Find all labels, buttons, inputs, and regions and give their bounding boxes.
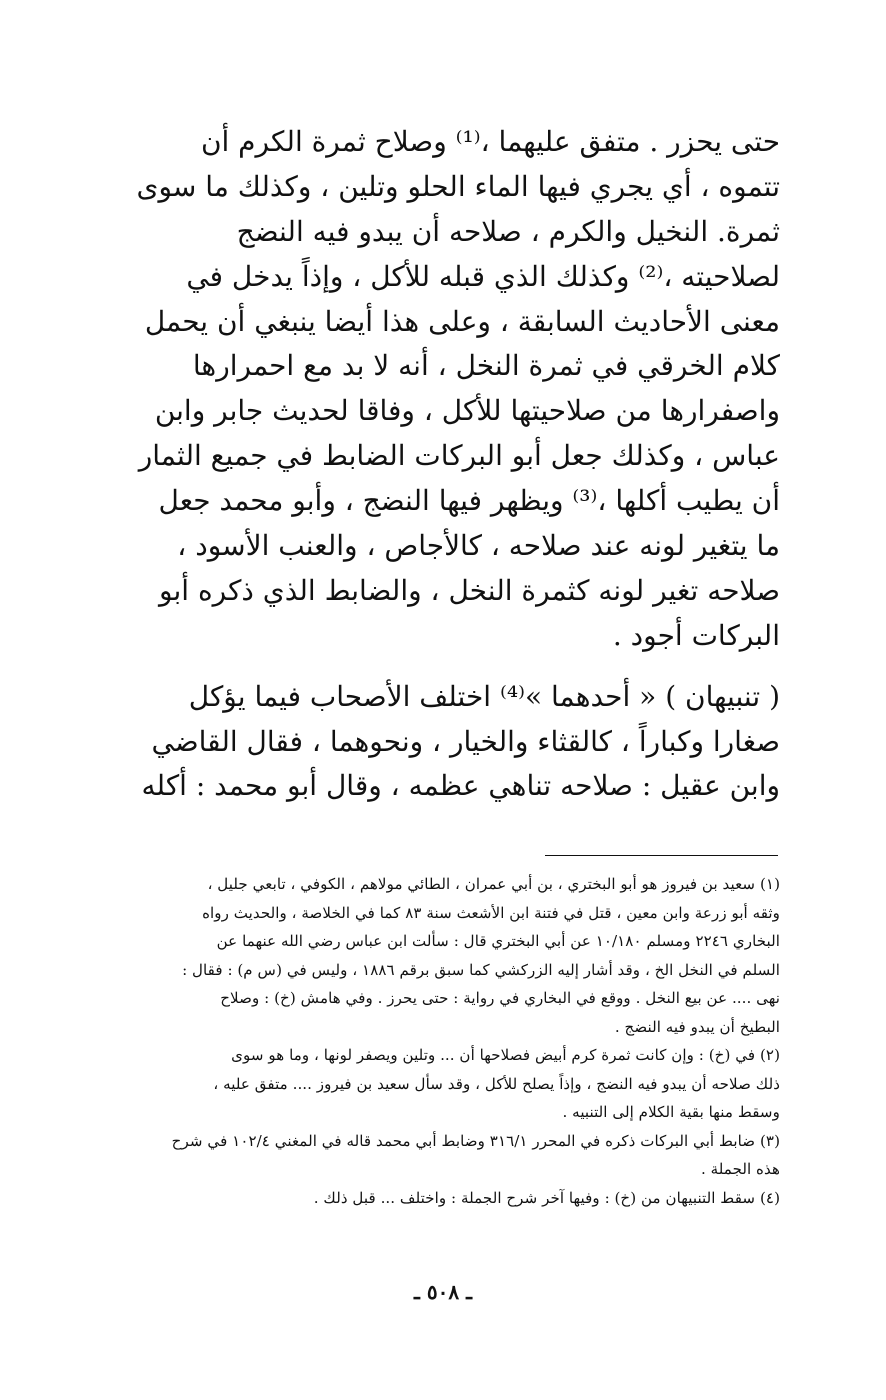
footnote-divider — [545, 855, 778, 856]
footnote-line-10: (٣) ضابط أبي البركات ذكره في المحرر ٣١٦/١ وضابط أبي محمد قاله في المغني ١٠٢/٤ في شرح — [171, 1131, 780, 1150]
main-line-6: كلام الخرقي في ثمرة النخل ، أنه لا بد مع احمرارها — [192, 349, 780, 383]
footnote-line-9: وسقط منها بقية الكلام إلى التنبيه . — [562, 1103, 780, 1121]
main-line-3: ثمرة. النخيل والكرم ، صلاحه أن يبدو فيه النضج — [236, 214, 780, 248]
footnotes — [104, 870, 780, 1212]
main-text — [104, 120, 780, 809]
footnote-line-4: السلم في النخل الخ ، وقد أشار إليه الزركشي كما سبق برقم ١٨٨٦ ، وليس في (س م) : فقال : — [182, 960, 780, 979]
footnote-line-6: البطيخ أن يبدو فيه النضج . — [614, 1017, 780, 1036]
main-line-8: عباس ، وكذلك جعل أبو البركات الضابط في جميع الثمار — [138, 439, 780, 473]
footnote-line-1: (١) سعيد بن فيروز هو أبو البختري ، بن أبي عمران ، الطائي مولاهم ، الكوفي ، تابعي جليل ، — [207, 875, 780, 893]
footnote-line-8: ذلك صلاحه أن يبدو فيه النضج ، وإذاً يصلح للأكل ، وقد سأل سعيد بن فيروز .... متفق عليه ، — [213, 1074, 780, 1093]
main-line-14: صغارا وكباراً ، كالقثاء والخيار ، ونحوهما ، فقال القاضي — [151, 724, 780, 758]
footnote-line-5: نهى .... عن بيع النخل . ووقع في البخاري في رواية : حتى يحرز . وفي هامش (خ) : وصلاح — [220, 989, 780, 1007]
main-line-2: تتموه ، أي يجري فيها الماء الحلو وتلين ، وكذلك ما سوى — [136, 169, 780, 203]
main-line-13: ( تنبيهان ) « أحدهما »⁽⁴⁾ اختلف الأصحاب فيما يؤكل — [188, 679, 780, 713]
footnote-line-2: وثقه أبو زرعة وابن معين ، قتل في فتنة ابن الأشعث سنة ٨٣ كما في الخلاصة ، والحديث رواه — [202, 903, 780, 922]
footnote-line-11: هذه الجملة . — [700, 1160, 780, 1178]
main-line-10: ما يتغير لونه عند صلاحه ، كالأجاص ، والعنب الأسود ، — [177, 529, 780, 563]
footnote-line-3: البخاري ٢٢٤٦ ومسلم ١٠/١٨٠ عن أبي البختري قال : سألت ابن عباس رضي الله عنهما عن — [216, 932, 780, 950]
main-line-4: لصلاحيته ،⁽²⁾ وكذلك الذي قبله للأكل ، وإذاً يدخل في — [186, 259, 780, 293]
main-line-15: وابن عقيل : صلاحه تناهي عظمه ، وقال أبو محمد : أكله — [141, 769, 780, 803]
main-line-9: أن يطيب أكلها ،⁽³⁾ ويظهر فيها النضج ، وأبو محمد جعل — [158, 484, 780, 518]
footnote-line-7: (٢) في (خ) : وإن كانت ثمرة كرم أبيض فصلاحها أن ... وتلين ويصفر لونها ، وما هو سوى — [231, 1046, 780, 1064]
main-line-12: البركات أجود . — [612, 618, 780, 652]
main-line-11: صلاحه تغير لونه كثمرة النخل ، والضابط الذي ذكره أبو — [159, 573, 780, 607]
footnote-line-12: (٤) سقط التنبيهان من (خ) : وفيها آخر شرح الجملة : واختلف ... قبل ذلك . — [313, 1188, 780, 1207]
page-number: ـ ٥٠٨ ـ — [414, 1280, 472, 1304]
main-line-7: واصفرارها من صلاحيتها للأكل ، وفاقا لحديث جابر وابن — [154, 394, 780, 428]
main-line-1: حتى يحزر . متفق عليهما ،⁽¹⁾ وصلاح ثمرة الكرم أن — [200, 125, 780, 158]
main-line-5: معنى الأحاديث السابقة ، وعلى هذا أيضا ينبغي أن يحمل — [144, 304, 780, 338]
